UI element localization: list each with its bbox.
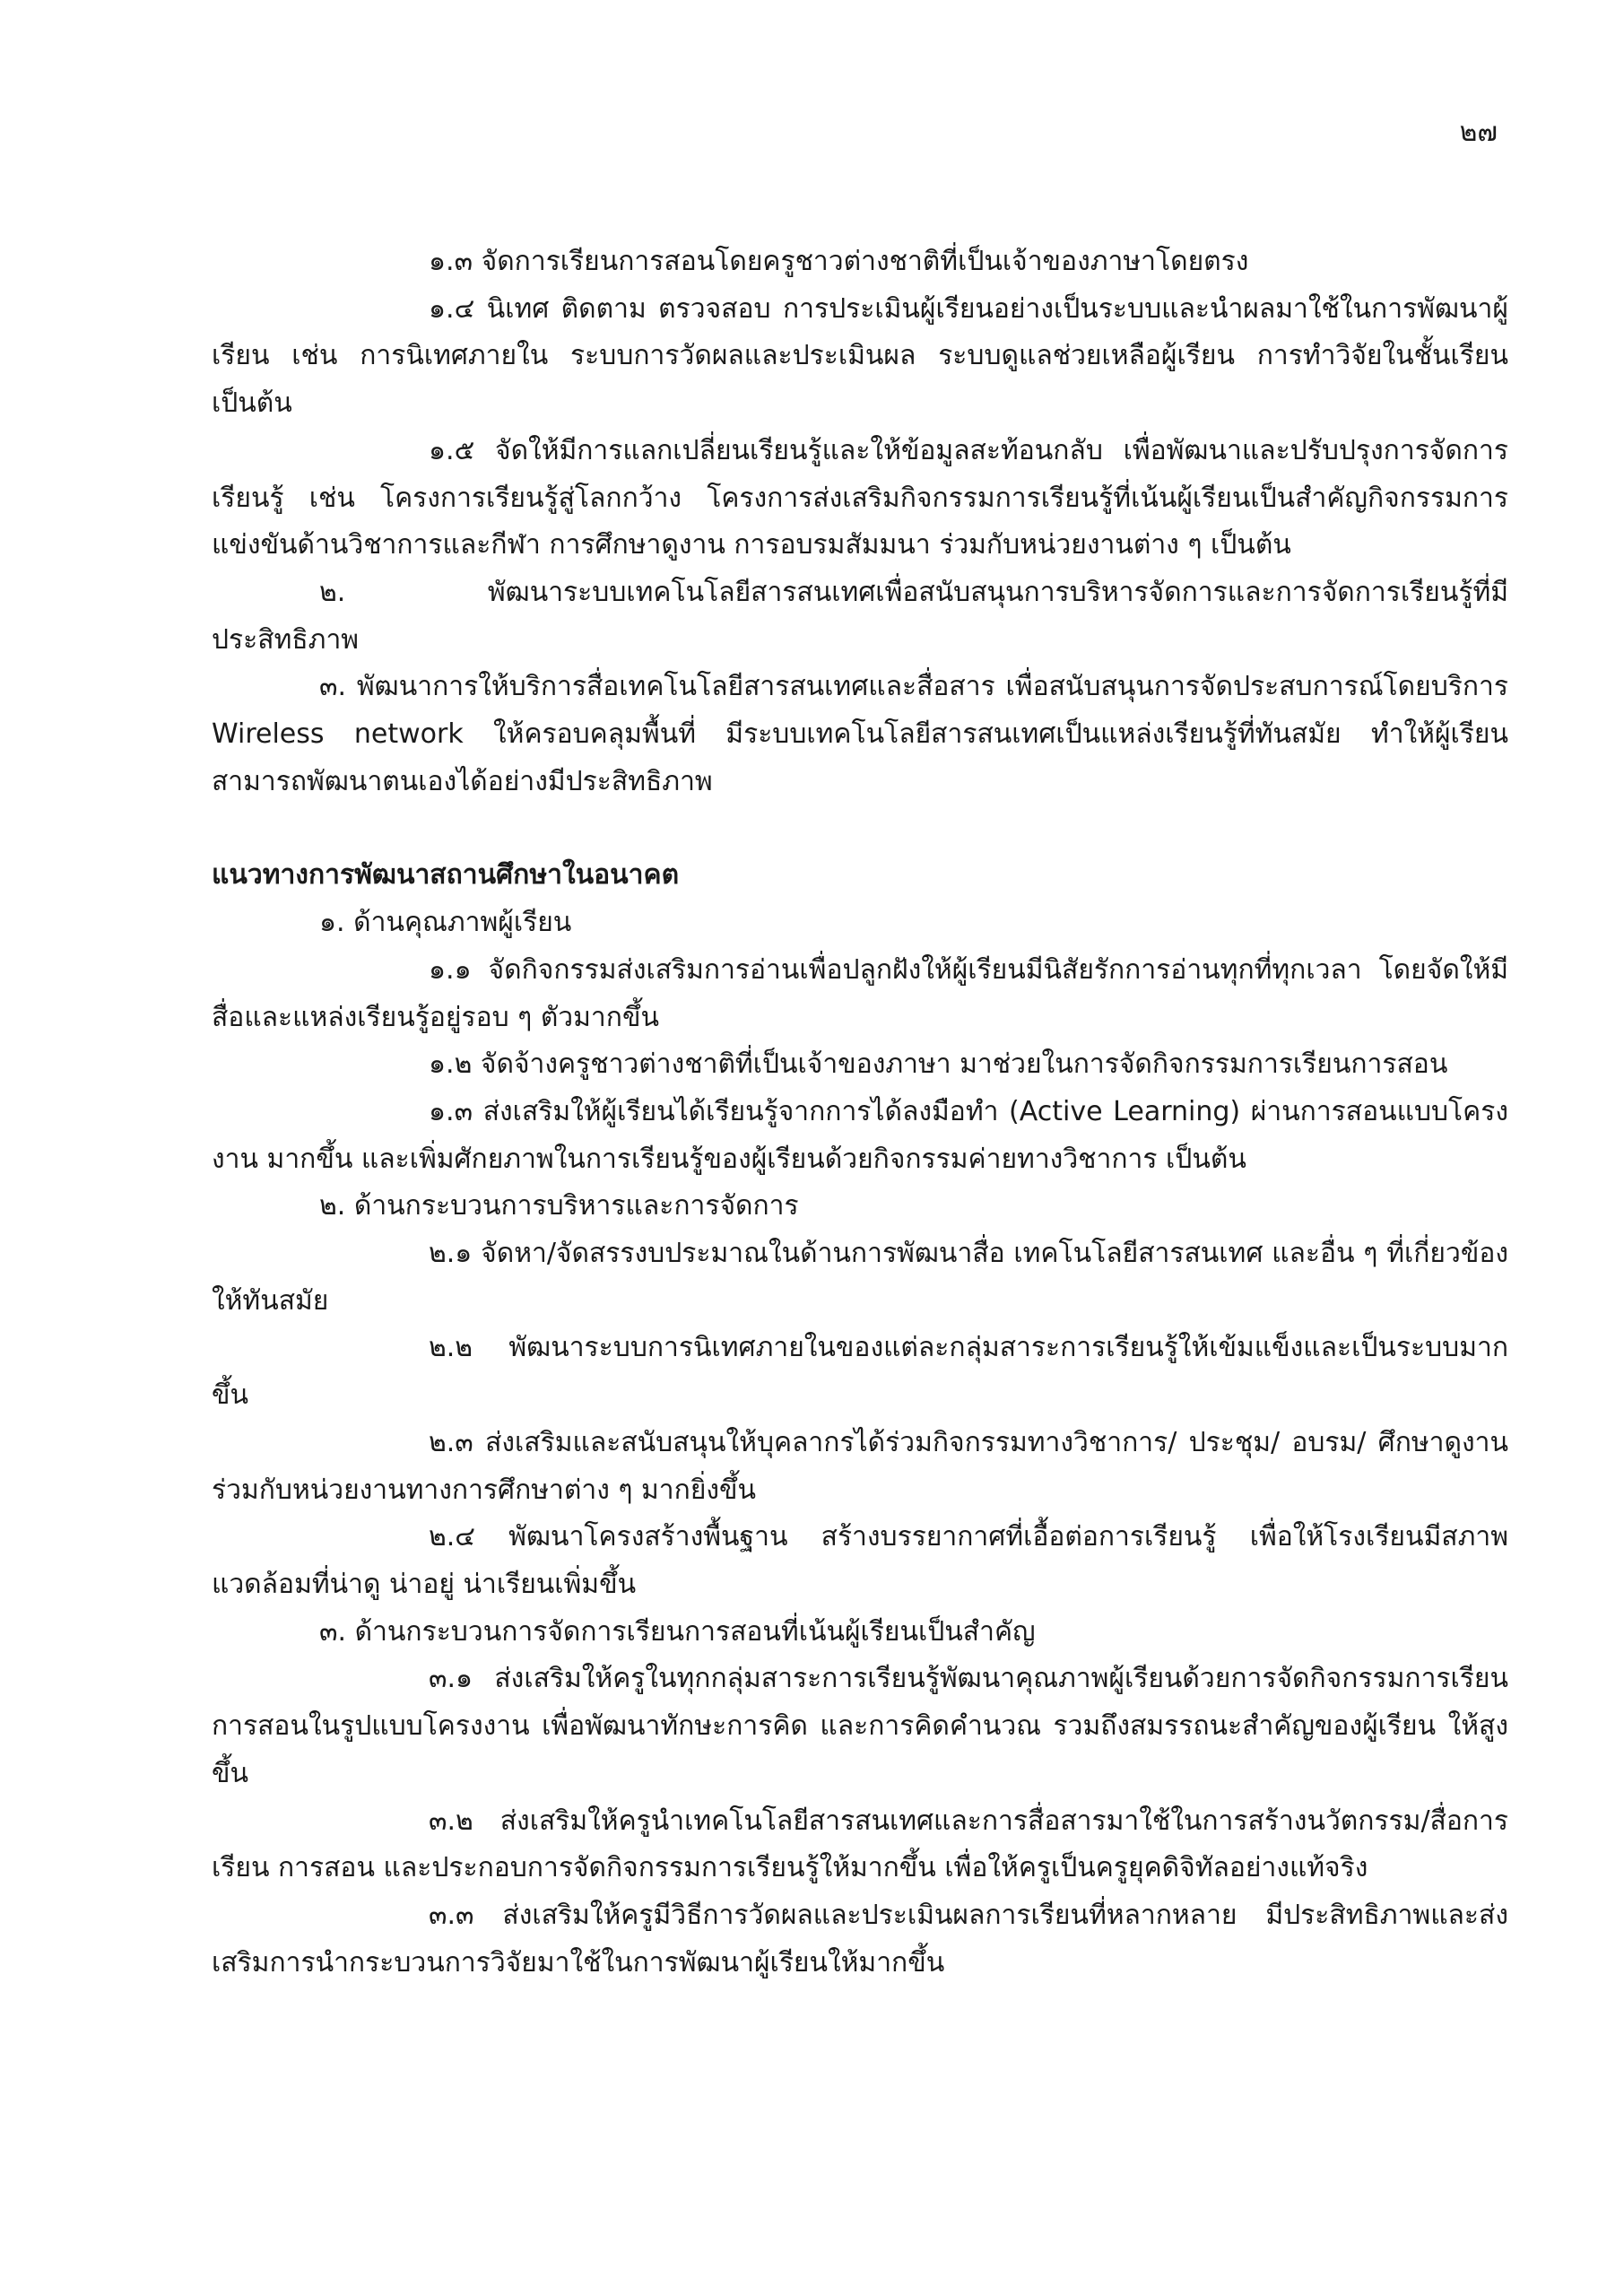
paragraph: ๓. ด้านกระบวนการจัดการเรียนการสอนที่เน้นผู้เรียนเป็นสำคัญ (319, 1615, 1036, 1648)
paragraph: ๒.๔ พัฒนาโครงสร้างพื้นฐาน สร้างบรรยากาศที่เอื้อต่อการเรียนรู้ เพื่อให้โรงเรียนมีสภาพแวดล้อมที่น่าดู น่าอยู่ น่าเรียนเพิ่มขึ้น (212, 1521, 1508, 1600)
paragraph: ๒.๑ จัดหา/จัดสรรงบประมาณในด้านการพัฒนาสื่อ เทคโนโลยีสารสนเทศ และอื่น ๆ ที่เกี่ยวข้องให้ทันสมัย (212, 1238, 1508, 1317)
paragraph: ๒. ด้านกระบวนการบริหารและการจัดการ (319, 1190, 799, 1222)
paragraph: ๓.๑ ส่งเสริมให้ครูในทุกกลุ่มสาระการเรียนรู้พัฒนาคุณภาพผู้เรียนด้วยการจัดกิจกรรมการเรียน การสอนในรูปแบบโครงงาน เพื่อพัฒนาทักษะการคิด และการคิดคำนวณ รวมถึงสมรรถนะสำคัญของผู้เรียน ให้สูงขึ้น (212, 1663, 1508, 1789)
paragraph: ๓. พัฒนาการให้บริการสื่อเทคโนโลยีสารสนเทศและสื่อสาร เพื่อสนับสนุนการจัดประสบการณ์โดยบริการ Wireless network ให้ครอบคลุมพื้นที่ มีระบบเทคโนโลยีสารสนเทศเป็นแหล่งเรียนรู้ที่ทันสมัย ทำให้ผู้เรียนสามารถพัฒนาตนเองได้อย่างมีประสิทธิภาพ (212, 671, 1508, 797)
paragraph: ๒.๒ พัฒนาระบบการนิเทศภายในของแต่ละกลุ่มสาระการเรียนรู้ให้เข้มแข็งและเป็นระบบมากขึ้น (212, 1332, 1508, 1412)
paragraph: ๒.๓ ส่งเสริมและสนับสนุนให้บุคลากรได้ร่วมกิจกรรมทางวิชาการ/ ประชุม/ อบรม/ ศึกษาดูงาน ร่วมกับหน่วยงานทางการศึกษาต่าง ๆ มากยิ่งขึ้น (212, 1426, 1508, 1506)
paragraph: ๑.๓ ส่งเสริมให้ผู้เรียนได้เรียนรู้จากการได้ลงมือทำ (Active Learning) ผ่านการสอนแบบโครงงาน มากขึ้น และเพิ่มศักยภาพในการเรียนรู้ของผู้เรียนด้วยกิจกรรมค่ายทางวิชาการ เป็นต้น (212, 1095, 1508, 1175)
page-number: ๒๗ (1459, 117, 1498, 148)
paragraph: ๑.๒ จัดจ้างครูชาวต่างชาติที่เป็นเจ้าของภาษา มาช่วยในการจัดกิจกรรมการเรียนการสอน (429, 1048, 1448, 1081)
paragraph-group-bottom (212, 900, 1508, 1987)
section-spacer (212, 805, 1508, 852)
paragraph: ๑.๕ จัดให้มีการแลกเปลี่ยนเรียนรู้และให้ข้อมูลสะท้อนกลับ เพื่อพัฒนาและปรับปรุงการจัดการเรียนรู้ เช่น โครงการเรียนรู้สู่โลกกว้าง โครงการส่งเสริมกิจกรรมการเรียนรู้ที่เน้นผู้เรียนเป็นสำคัญกิจกรรมการแข่งขันด้านวิชาการและกีฬา การศึกษาดูงาน การอบรมสัมมนา ร่วมกับหน่วยงานต่าง ๆ เป็นต้น (212, 434, 1508, 561)
paragraph: ๓.๓ ส่งเสริมให้ครูมีวิธีการวัดผลและประเมินผลการเรียนที่หลากหลาย มีประสิทธิภาพและส่งเสริมการนำกระบวนการวิจัยมาใช้ในการพัฒนาผู้เรียนให้มากขึ้น (212, 1899, 1508, 1979)
paragraph: ๑. ด้านคุณภาพผู้เรียน (319, 907, 572, 939)
paragraph: ๑.๑ จัดกิจกรรมส่งเสริมการอ่านเพื่อปลูกฝังให้ผู้เรียนมีนิสัยรักการอ่านทุกที่ทุกเวลา โดยจัดให้มีสื่อและแหล่งเรียนรู้อยู่รอบ ๆ ตัวมากขึ้น (212, 953, 1508, 1033)
paragraph: ๓.๒ ส่งเสริมให้ครูนำเทคโนโลยีสารสนเทศและการสื่อสารมาใช้ในการสร้างนวัตกรรม/สื่อการเรียน การสอน และประกอบการจัดกิจกรรมการเรียนรู้ให้มากขึ้น เพื่อให้ครูเป็นครูยุคดิจิทัลอย่างแท้จริง (212, 1805, 1508, 1884)
paragraph: ๑.๔ นิเทศ ติดตาม ตรวจสอบ การประเมินผู้เรียนอย่างเป็นระบบและนำผลมาใช้ในการพัฒนาผู้เรียน เช่น การนิเทศภายใน ระบบการวัดผลและประเมินผล ระบบดูแลช่วยเหลือผู้เรียน การทำวิจัยในชั้นเรียน เป็นต้น (212, 292, 1508, 420)
paragraph-group-top (212, 239, 1508, 805)
paragraph: ๒. พัฒนาระบบเทคโนโลยีสารสนเทศเพื่อสนับสนุนการบริหารจัดการและการจัดการเรียนรู้ที่มีประสิทธิภาพ (212, 576, 1508, 656)
document-body (212, 239, 1508, 1987)
section-heading: แนวทางการพัฒนาสถานศึกษาในอนาคต (212, 859, 680, 891)
paragraph: ๑.๓ จัดการเรียนการสอนโดยครูชาวต่างชาติที่เป็นเจ้าของภาษาโดยตรง (429, 246, 1249, 277)
